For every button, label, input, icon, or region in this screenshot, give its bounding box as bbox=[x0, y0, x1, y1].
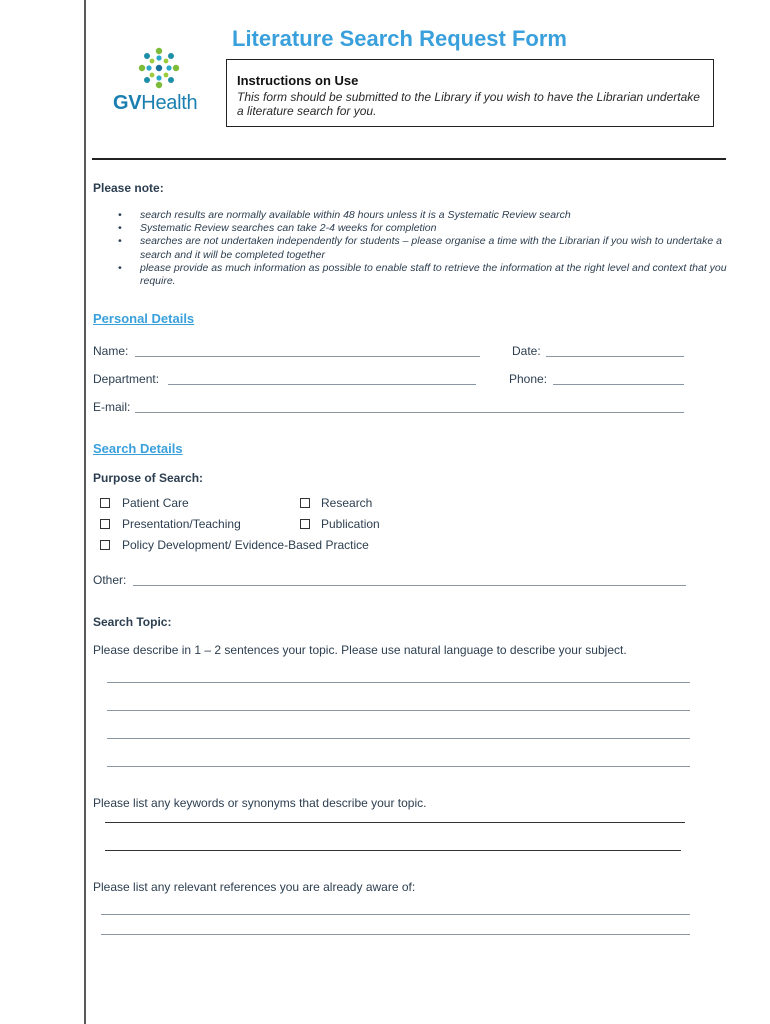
keywords-line[interactable] bbox=[105, 850, 681, 851]
topic-line[interactable] bbox=[107, 766, 690, 767]
email-label: E-mail: bbox=[93, 400, 131, 414]
option-patient-care: Patient Care bbox=[122, 496, 189, 510]
topic-line[interactable] bbox=[107, 682, 690, 683]
name-field[interactable] bbox=[135, 356, 480, 357]
checkbox-patient-care[interactable] bbox=[100, 498, 110, 508]
references-line[interactable] bbox=[101, 934, 690, 935]
bullet-icon: • bbox=[118, 261, 122, 274]
date-label: Date: bbox=[512, 344, 541, 358]
notes-list bbox=[118, 209, 728, 288]
other-label: Other: bbox=[93, 573, 127, 587]
notes-heading: Please note: bbox=[93, 181, 164, 195]
notes-item: • please provide as much information as possible to enable staff to retrieve the information at the right level and context that you require. bbox=[118, 261, 727, 288]
search-topic-label: Search Topic: bbox=[93, 615, 172, 629]
bullet-icon: • bbox=[118, 209, 122, 221]
name-label: Name: bbox=[93, 344, 129, 358]
search-details-heading: Search Details bbox=[93, 441, 183, 456]
department-field[interactable] bbox=[168, 384, 476, 385]
notes-item: • searches are not undertaken independently for students – please organise a time with the Librarian if you wish to undertake a search and it will be completed together bbox=[118, 235, 722, 261]
date-field[interactable] bbox=[546, 356, 684, 357]
checkbox-publication[interactable] bbox=[300, 519, 310, 529]
topic-prompt: Please describe in 1 – 2 sentences your topic. Please use natural language to describe your subject. bbox=[93, 643, 627, 657]
notes-item: • search results are normally available within 48 hours unless it is a Systematic Review search bbox=[118, 209, 571, 221]
left-margin-rule bbox=[84, 0, 86, 1024]
option-policy-development: Policy Development/ Evidence-Based Practice bbox=[122, 538, 369, 552]
references-prompt: Please list any relevant references you are already aware of: bbox=[93, 880, 416, 894]
instructions-text: This form should be submitted to the Library if you wish to have the Librarian undertake a literature search for you. bbox=[237, 90, 700, 118]
bullet-icon: • bbox=[118, 222, 122, 235]
phone-label: Phone: bbox=[509, 372, 548, 386]
personal-details-heading: Personal Details bbox=[93, 311, 195, 326]
page-title: Literature Search Request Form bbox=[232, 26, 567, 51]
email-field[interactable] bbox=[135, 412, 684, 413]
purpose-label: Purpose of Search: bbox=[93, 471, 204, 485]
keywords-line[interactable] bbox=[105, 822, 685, 823]
option-research: Research bbox=[321, 496, 373, 510]
references-line[interactable] bbox=[101, 914, 690, 915]
checkbox-research[interactable] bbox=[300, 498, 310, 508]
gvhealth-brand: GVHealth bbox=[113, 92, 198, 114]
topic-line[interactable] bbox=[107, 738, 690, 739]
keywords-prompt: Please list any keywords or synonyms that describe your topic. bbox=[93, 796, 427, 810]
notes-item: • Systematic Review searches can take 2-4 weeks for completion bbox=[118, 222, 437, 235]
department-label: Department: bbox=[93, 372, 160, 386]
checkbox-policy-development[interactable] bbox=[100, 540, 110, 550]
other-field[interactable] bbox=[133, 585, 686, 586]
header-divider bbox=[92, 158, 726, 160]
option-publication: Publication bbox=[321, 517, 380, 531]
instructions-box bbox=[226, 59, 714, 127]
phone-field[interactable] bbox=[553, 384, 684, 385]
instructions-heading: Instructions on Use bbox=[237, 73, 359, 88]
checkbox-presentation-teaching[interactable] bbox=[100, 519, 110, 529]
option-presentation-teaching: Presentation/Teaching bbox=[122, 517, 241, 531]
topic-line[interactable] bbox=[107, 710, 690, 711]
bullet-icon: • bbox=[118, 235, 122, 248]
